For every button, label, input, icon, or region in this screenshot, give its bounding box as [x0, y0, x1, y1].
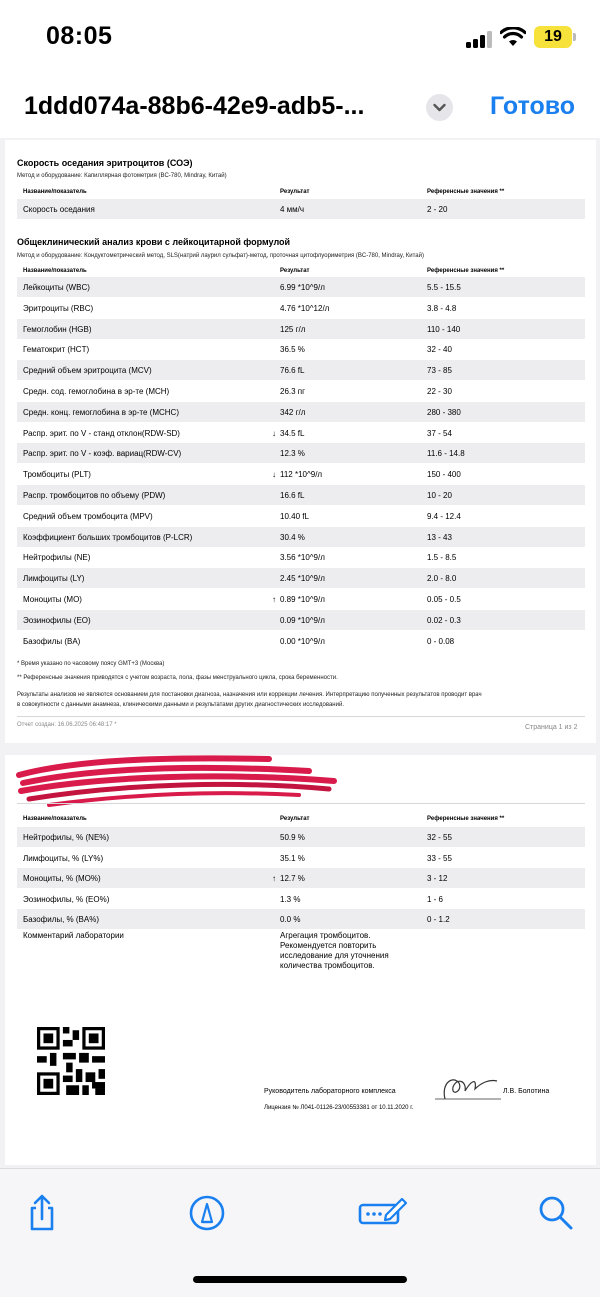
row-result — [272, 470, 323, 480]
row-reference: 0.05 - 0.5 — [427, 595, 461, 604]
header-name: Название/показатель — [23, 816, 87, 822]
row-result — [280, 553, 325, 562]
row-result — [280, 366, 304, 375]
cbc-table-header — [17, 267, 585, 277]
row-reference: 0.02 - 0.3 — [427, 615, 461, 625]
redaction-scribble — [9, 755, 349, 815]
disclaimer-line-1: Результаты анализов не являются основанием для постановки диагноза, назначения или коррекции лечения. Интерпретацию полученных результатов проводит врач — [17, 692, 482, 698]
row-reference: 32 - 55 — [427, 833, 452, 842]
row-reference: 150 - 400 — [427, 470, 461, 480]
esr-table-header — [17, 188, 585, 198]
chevron-down-icon — [426, 94, 453, 121]
row-result — [280, 637, 325, 646]
row-result — [272, 874, 305, 883]
diff-table-header — [17, 815, 585, 825]
table-row — [17, 443, 585, 463]
row-result-value: 12.7 % — [280, 874, 305, 883]
row-result-value: 12.3 % — [280, 449, 305, 459]
row-name: Средний объем эритроцита (MCV) — [23, 366, 152, 376]
row-result: 4 мм/ч — [280, 205, 305, 214]
header-name: Название/показатель — [23, 268, 87, 274]
row-reference: 3 - 12 — [427, 874, 448, 883]
row-name: Коэффициент больших тромбоцитов (P-LCR) — [23, 532, 193, 542]
document-title[interactable]: 1ddd074a-88b6-42e9-adb5-... — [24, 92, 365, 120]
flag-arrow: ↑ — [272, 595, 276, 604]
nav-bar — [0, 76, 600, 140]
row-result-value: 4.76 *10^12/л — [280, 303, 330, 313]
home-indicator[interactable] — [193, 1276, 407, 1283]
row-name: Эозинофилы (EO) — [23, 615, 91, 625]
done-button[interactable]: Готово — [490, 92, 576, 120]
table-row — [17, 610, 585, 630]
share-icon[interactable] — [22, 1193, 62, 1233]
row-name: Нейтрофилы, % (NE%) — [23, 833, 110, 842]
signature-label: Руководитель лабораторного комплекса — [264, 1088, 396, 1095]
header-name: Название/показатель — [23, 189, 87, 195]
wifi-icon — [500, 27, 526, 47]
row-result — [280, 512, 309, 521]
row-name: Эритроциты (RBC) — [23, 303, 94, 313]
row-name: Распр. эрит. по V - коэф. вариац(RDW-CV) — [23, 449, 182, 459]
row-result — [280, 574, 325, 583]
table-row — [17, 319, 585, 339]
disclaimer-line-2: в совокупности с данными анамнеза, клиническими данными и результатами других диагностических исследований. — [17, 702, 344, 708]
row-name: Средн. сод. гемоглобина в эр-те (MCH) — [23, 387, 170, 396]
row-reference: 2.0 - 8.0 — [427, 574, 457, 584]
row-reference: 13 - 43 — [427, 532, 452, 542]
search-icon[interactable] — [536, 1193, 576, 1233]
row-result — [280, 854, 305, 863]
table-row — [17, 506, 585, 526]
row-reference: 73 - 85 — [427, 366, 452, 376]
table-row — [17, 339, 585, 359]
battery-tip — [573, 33, 576, 41]
row-result-value: 342 г/л — [280, 407, 306, 417]
row-result-value: 26.3 пг — [280, 387, 306, 396]
row-result-value: 1.3 % — [280, 894, 301, 904]
row-result — [280, 304, 329, 313]
license-text: Лицензия № Л041-01126-23/00553381 от 10.11.2020 г. — [264, 1105, 414, 1111]
flag-arrow: ↓ — [272, 428, 276, 438]
table-row — [17, 423, 585, 443]
row-result-value: 36.5 % — [280, 345, 305, 355]
row-name: Моноциты (MO) — [23, 595, 82, 604]
row-result-value: 0.09 *10^9/л — [280, 615, 325, 625]
table-row — [17, 527, 585, 547]
row-reference: 10 - 20 — [427, 491, 452, 500]
row-result-value: 34.5 fL — [280, 428, 305, 438]
row-result — [280, 616, 325, 625]
row-result-value: 35.1 % — [280, 853, 305, 863]
row-name: Эозинофилы, % (EO%) — [23, 894, 110, 904]
header-result: Результат — [280, 816, 310, 822]
row-result-value: 0.00 *10^9/л — [280, 636, 325, 646]
row-result — [280, 325, 305, 334]
row-name: Распр. эрит. по V - станд отклон(RDW-SD) — [23, 428, 180, 438]
row-result-value: 76.6 fL — [280, 366, 305, 376]
table-row — [17, 199, 585, 219]
table-row — [17, 485, 585, 505]
table-row — [17, 909, 585, 929]
row-reference: 33 - 55 — [427, 853, 452, 863]
markup-icon[interactable] — [187, 1193, 227, 1233]
table-row — [17, 298, 585, 318]
header-result: Результат — [280, 189, 310, 195]
header-reference: Референсные значения ** — [427, 268, 505, 274]
table-row — [17, 589, 585, 609]
row-result-value: 16.6 fL — [280, 491, 305, 500]
document-page-2 — [5, 755, 596, 1165]
esr-section-title: Скорость оседания эритроцитов (СОЭ) — [17, 158, 193, 168]
title-menu-button[interactable] — [426, 94, 453, 121]
row-reference: 32 - 40 — [427, 345, 452, 355]
header-reference: Референсные значения ** — [427, 189, 505, 195]
lab-comment-label: Комментарий лаборатории — [23, 931, 124, 940]
table-row — [17, 360, 585, 380]
row-reference: 5.5 - 15.5 — [427, 283, 461, 292]
row-result — [280, 833, 305, 842]
row-reference: 1.5 - 8.5 — [427, 553, 457, 563]
table-row — [17, 568, 585, 588]
flag-arrow: ↑ — [272, 874, 276, 883]
row-result-value: 3.56 *10^9/л — [280, 553, 325, 563]
row-name: Средний объем тромбоцита (MPV) — [23, 511, 153, 521]
row-result-value: 0.89 *10^9/л — [280, 595, 325, 604]
cellular-signal-icon — [466, 30, 492, 48]
flag-arrow: ↓ — [272, 470, 276, 480]
header-result: Результат — [280, 268, 310, 274]
handwritten-signature — [431, 1073, 503, 1103]
row-result-value: 30.4 % — [280, 532, 305, 542]
row-name: Гемоглобин (HGB) — [23, 324, 92, 334]
row-result-value: 0.0 % — [280, 915, 301, 924]
status-time: 08:05 — [46, 22, 113, 50]
row-name: Моноциты, % (MO%) — [23, 874, 101, 883]
row-reference: 110 - 140 — [427, 324, 461, 334]
row-result-value: 10.40 fL — [280, 511, 309, 521]
header-reference: Референсные значения ** — [427, 816, 505, 822]
row-reference: 11.6 - 14.8 — [427, 449, 465, 459]
row-result — [280, 408, 305, 417]
row-name: Средн. конц. гемоглобина в эр-те (MCHC) — [23, 407, 179, 417]
table-row — [17, 402, 585, 422]
row-reference: 22 - 30 — [427, 387, 452, 396]
row-name: Лимфоциты, % (LY%) — [23, 853, 104, 863]
status-bar — [0, 0, 600, 76]
time-note: * Время указано по часовому поясу GMT+3 (Москва) — [17, 661, 165, 667]
row-reference: 0 - 1.2 — [427, 915, 450, 924]
row-reference: 3.8 - 4.8 — [427, 303, 457, 313]
row-result — [280, 283, 325, 292]
battery-icon: 19 — [534, 26, 572, 48]
row-result-value: 50.9 % — [280, 833, 305, 842]
table-row — [17, 631, 585, 651]
table-row — [17, 464, 585, 484]
row-name: Лимфоциты (LY) — [23, 574, 85, 584]
reference-note: ** Референсные значения приводятся с учетом возраста, пола, фазы менструального цикла, срока беременности. — [17, 675, 338, 681]
row-result — [280, 491, 304, 500]
row-name: Гематокрит (HCT) — [23, 345, 90, 355]
cbc-method: Метод и оборудование: Кондуктометрический метод, SLS(натрий лаурил сульфат)-метод, проточная цитофлуориметрия (BC-780, Mindray, Китай) — [17, 253, 424, 259]
row-result — [280, 387, 305, 396]
document-viewer[interactable] — [0, 138, 600, 1168]
report-created: Отчет создан: 16.06.2025 06:48:17 * — [17, 722, 117, 728]
row-result-value: 6.99 *10^9/л — [280, 283, 325, 292]
row-name: Тромбоциты (PLT) — [23, 470, 91, 480]
row-name: Базофилы, % (BA%) — [23, 915, 99, 924]
page-number: Страница 1 из 2 — [525, 724, 578, 731]
divider — [17, 803, 585, 804]
row-reference: 0 - 0.08 — [427, 636, 455, 646]
table-row — [17, 848, 585, 868]
row-result-value: 2.45 *10^9/л — [280, 574, 325, 584]
document-page-1 — [5, 140, 596, 743]
lab-comment-text: Агрегация тромбоцитов. Рекомендуется повторить исследование для уточнения количества тромбоцитов. — [280, 931, 389, 970]
row-result — [280, 895, 300, 904]
row-name: Скорость оседания — [23, 205, 95, 214]
row-name: Нейтрофилы (NE) — [23, 553, 91, 563]
row-reference: 1 - 6 — [427, 894, 444, 904]
table-row — [17, 827, 585, 847]
row-result — [272, 428, 305, 438]
row-result — [280, 449, 305, 458]
row-result — [280, 915, 300, 924]
table-row — [17, 868, 585, 888]
row-reference: 2 - 20 — [427, 205, 448, 214]
qr-code-icon — [37, 1027, 105, 1095]
row-reference: 280 - 380 — [427, 407, 461, 417]
table-row — [17, 277, 585, 297]
row-result — [280, 345, 305, 354]
row-result — [272, 595, 325, 604]
table-row — [17, 547, 585, 567]
row-name: Распр. тромбоцитов по объему (PDW) — [23, 491, 166, 500]
row-result-value: 112 *10^9/л — [280, 470, 323, 480]
table-row — [17, 889, 585, 909]
row-name: Базофилы (BA) — [23, 636, 81, 646]
row-result — [280, 533, 305, 542]
row-reference: 37 - 54 — [427, 428, 452, 438]
annotate-icon[interactable] — [358, 1193, 408, 1233]
signature-name: Л.В. Болотина — [503, 1088, 550, 1095]
row-name: Лейкоциты (WBC) — [23, 283, 90, 292]
divider — [17, 716, 585, 717]
cbc-section-title: Общеклинический анализ крови с лейкоцитарной формулой — [17, 237, 291, 247]
esr-method: Метод и оборудование: Капиллярная фотометрия (BC-780, Mindray, Китай) — [17, 173, 227, 179]
table-row — [17, 381, 585, 401]
row-result-value: 125 г/л — [280, 324, 306, 334]
row-reference: 9.4 - 12.4 — [427, 511, 461, 521]
